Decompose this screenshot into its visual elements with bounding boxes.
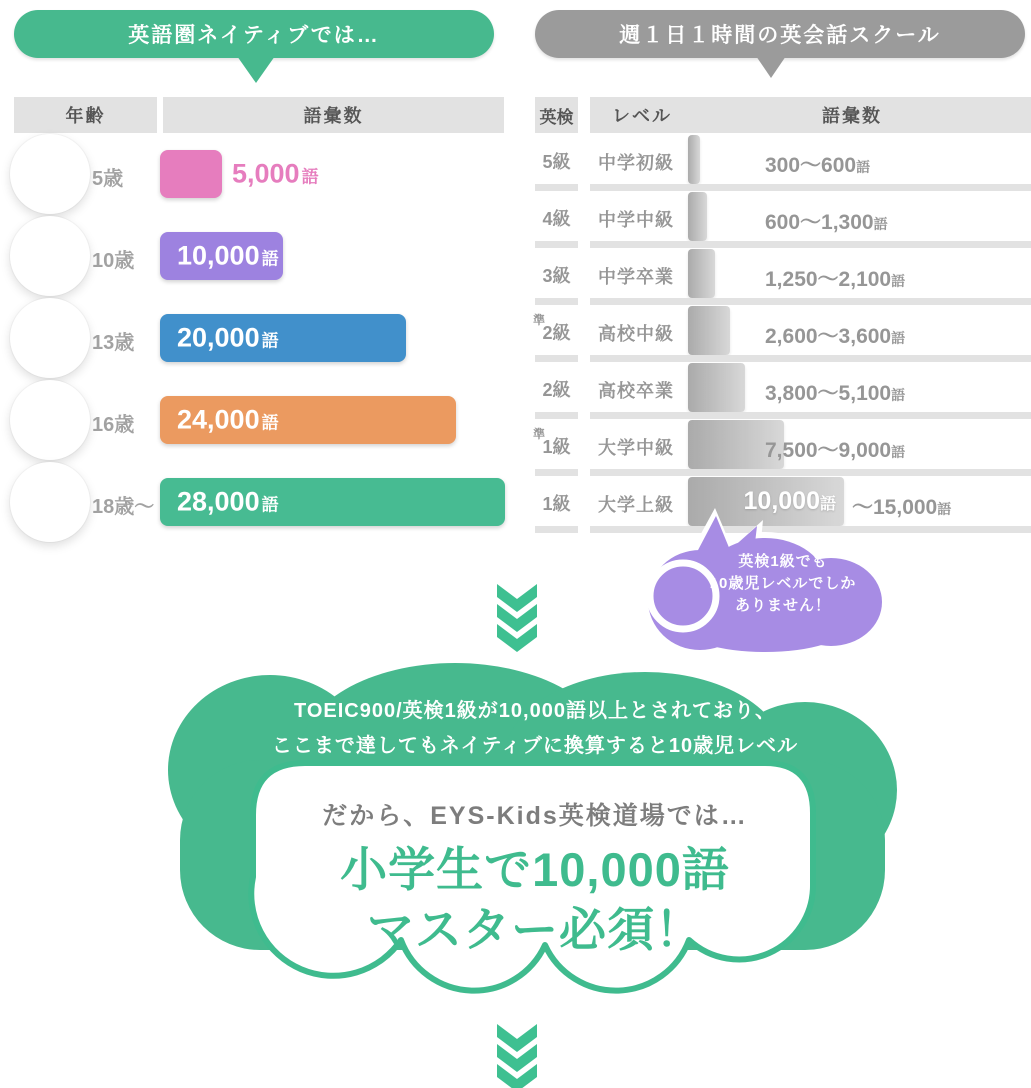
native-table-row [0,150,515,198]
native-age-label: 16歳 [92,414,135,436]
conclusion-intro-line-2: ここまで達してもネイティブに換算すると10歳児レベル [271,735,799,757]
native-table-row [0,314,515,362]
native-table-row [0,396,515,444]
native-age-label: 10歳 [92,250,135,272]
conclusion-intro-line-1: TOEIC900/英検1級が10,000語以上とされており、 [294,700,776,722]
highlighted-vocab-value: 10,000語 [743,487,836,515]
native-header-label: 英語圏ネイティブでは… [128,24,380,47]
native-vocab-value: 20,000 語 [177,322,279,353]
school-vocab-bar [688,135,700,184]
eiken-grade-label: 4級 [542,209,571,229]
eiken-grade-label: 5級 [542,152,571,172]
eiken-level-label: 高校卒業 [598,381,674,401]
conclusion-headline-line-1: 小学生で10,000語 [340,843,730,896]
eiken-level-label: 中学卒業 [598,267,674,287]
school-table-row [535,420,1031,469]
conclusion-headline-line-2: マスター必須！ [367,903,703,956]
school-header-row [590,97,1031,133]
school-vocab-range: 2,600〜3,600語 [765,325,906,348]
eiken-grade-label: 3級 [542,266,571,286]
eiken-level-label: 大学中級 [598,438,674,458]
conclusion-lead: だから、EYS-Kids英検道場では… [322,802,748,830]
eiken-grade-label: 2級 [542,380,571,400]
eiken-level-label: 中学中級 [598,210,674,230]
school-header-label: 週１日１時間の英会話スクール [619,24,941,47]
school-vocab-range: 1,250〜2,100語 [765,268,906,291]
school-table-row [535,135,1031,184]
native-header-pill [14,10,494,58]
native-pill-tail [237,56,275,83]
school-row-separator [535,298,1031,305]
eiken-grade-label: 1級 [542,494,571,514]
child-avatar-icon [10,380,90,460]
school-vocab-bar [688,192,707,241]
school-row-separator [535,241,1031,248]
native-age-label: 5歳 [92,168,124,190]
bubble-line-3: ありません！ [734,597,831,614]
native-vocab-bar [160,150,222,198]
native-table-row [0,232,515,280]
school-table-row [535,363,1031,412]
eiken-level-label: 高校中級 [598,324,674,344]
school-table-row [535,306,1031,355]
child-avatar-icon [10,216,90,296]
school-row-separator [535,469,1031,476]
native-vocab-value: 5,000 語 [232,158,319,189]
native-age-label: 18歳〜 [92,496,155,518]
child-avatar-icon [10,134,90,214]
child-avatar-icon [10,298,90,378]
school-vocab-bar [688,363,745,412]
native-table-row [0,478,515,526]
native-column-vocab: 語彙数 [163,97,504,133]
school-vocab-range: 300〜600語 [765,154,871,177]
eiken-grade-label: 準 1級 [533,427,571,457]
school-row-separator [535,355,1031,362]
eiken-level-label: 中学初級 [598,153,674,173]
native-vocab-value: 10,000 語 [177,240,279,271]
native-age-label: 13歳 [92,332,135,354]
school-pill-tail [756,56,786,78]
school-vocab-range: 7,500〜9,000語 [765,439,906,462]
bubble-text [697,551,869,617]
school-vocab-range: 3,800〜5,100語 [765,382,906,405]
school-vocab-range: 〜15,000語 [852,496,952,519]
school-column-level: レベル [612,106,672,126]
down-chevrons-icon [495,584,539,654]
eiken-grade-label: 準 2級 [533,313,571,343]
school-vocab-range: 600〜1,300語 [765,211,888,234]
eiken-level-label: 大学上級 [598,495,674,515]
school-table-row [535,192,1031,241]
school-table-column-divider [578,97,590,534]
school-table-row [535,249,1031,298]
native-vocab-value: 28,000 語 [177,486,279,517]
native-column-age: 年齢 [14,97,157,133]
school-row-separator [535,184,1031,191]
school-column-grade: 英検 [535,97,578,133]
conclusion-headline [255,840,815,960]
bubble-line-1: 英検1級でも [738,553,828,570]
school-column-vocab: 語彙数 [822,106,882,126]
native-vocab-value: 24,000 語 [177,404,279,435]
school-row-separator [535,412,1031,419]
bubble-line-2: 10歳児レベルでしか [709,575,857,592]
child-avatar-icon [10,462,90,542]
school-vocab-bar [688,306,730,355]
school-header-pill [535,10,1025,58]
down-chevrons-icon [495,1024,539,1088]
school-vocab-bar [688,249,715,298]
conclusion-intro [215,694,855,764]
